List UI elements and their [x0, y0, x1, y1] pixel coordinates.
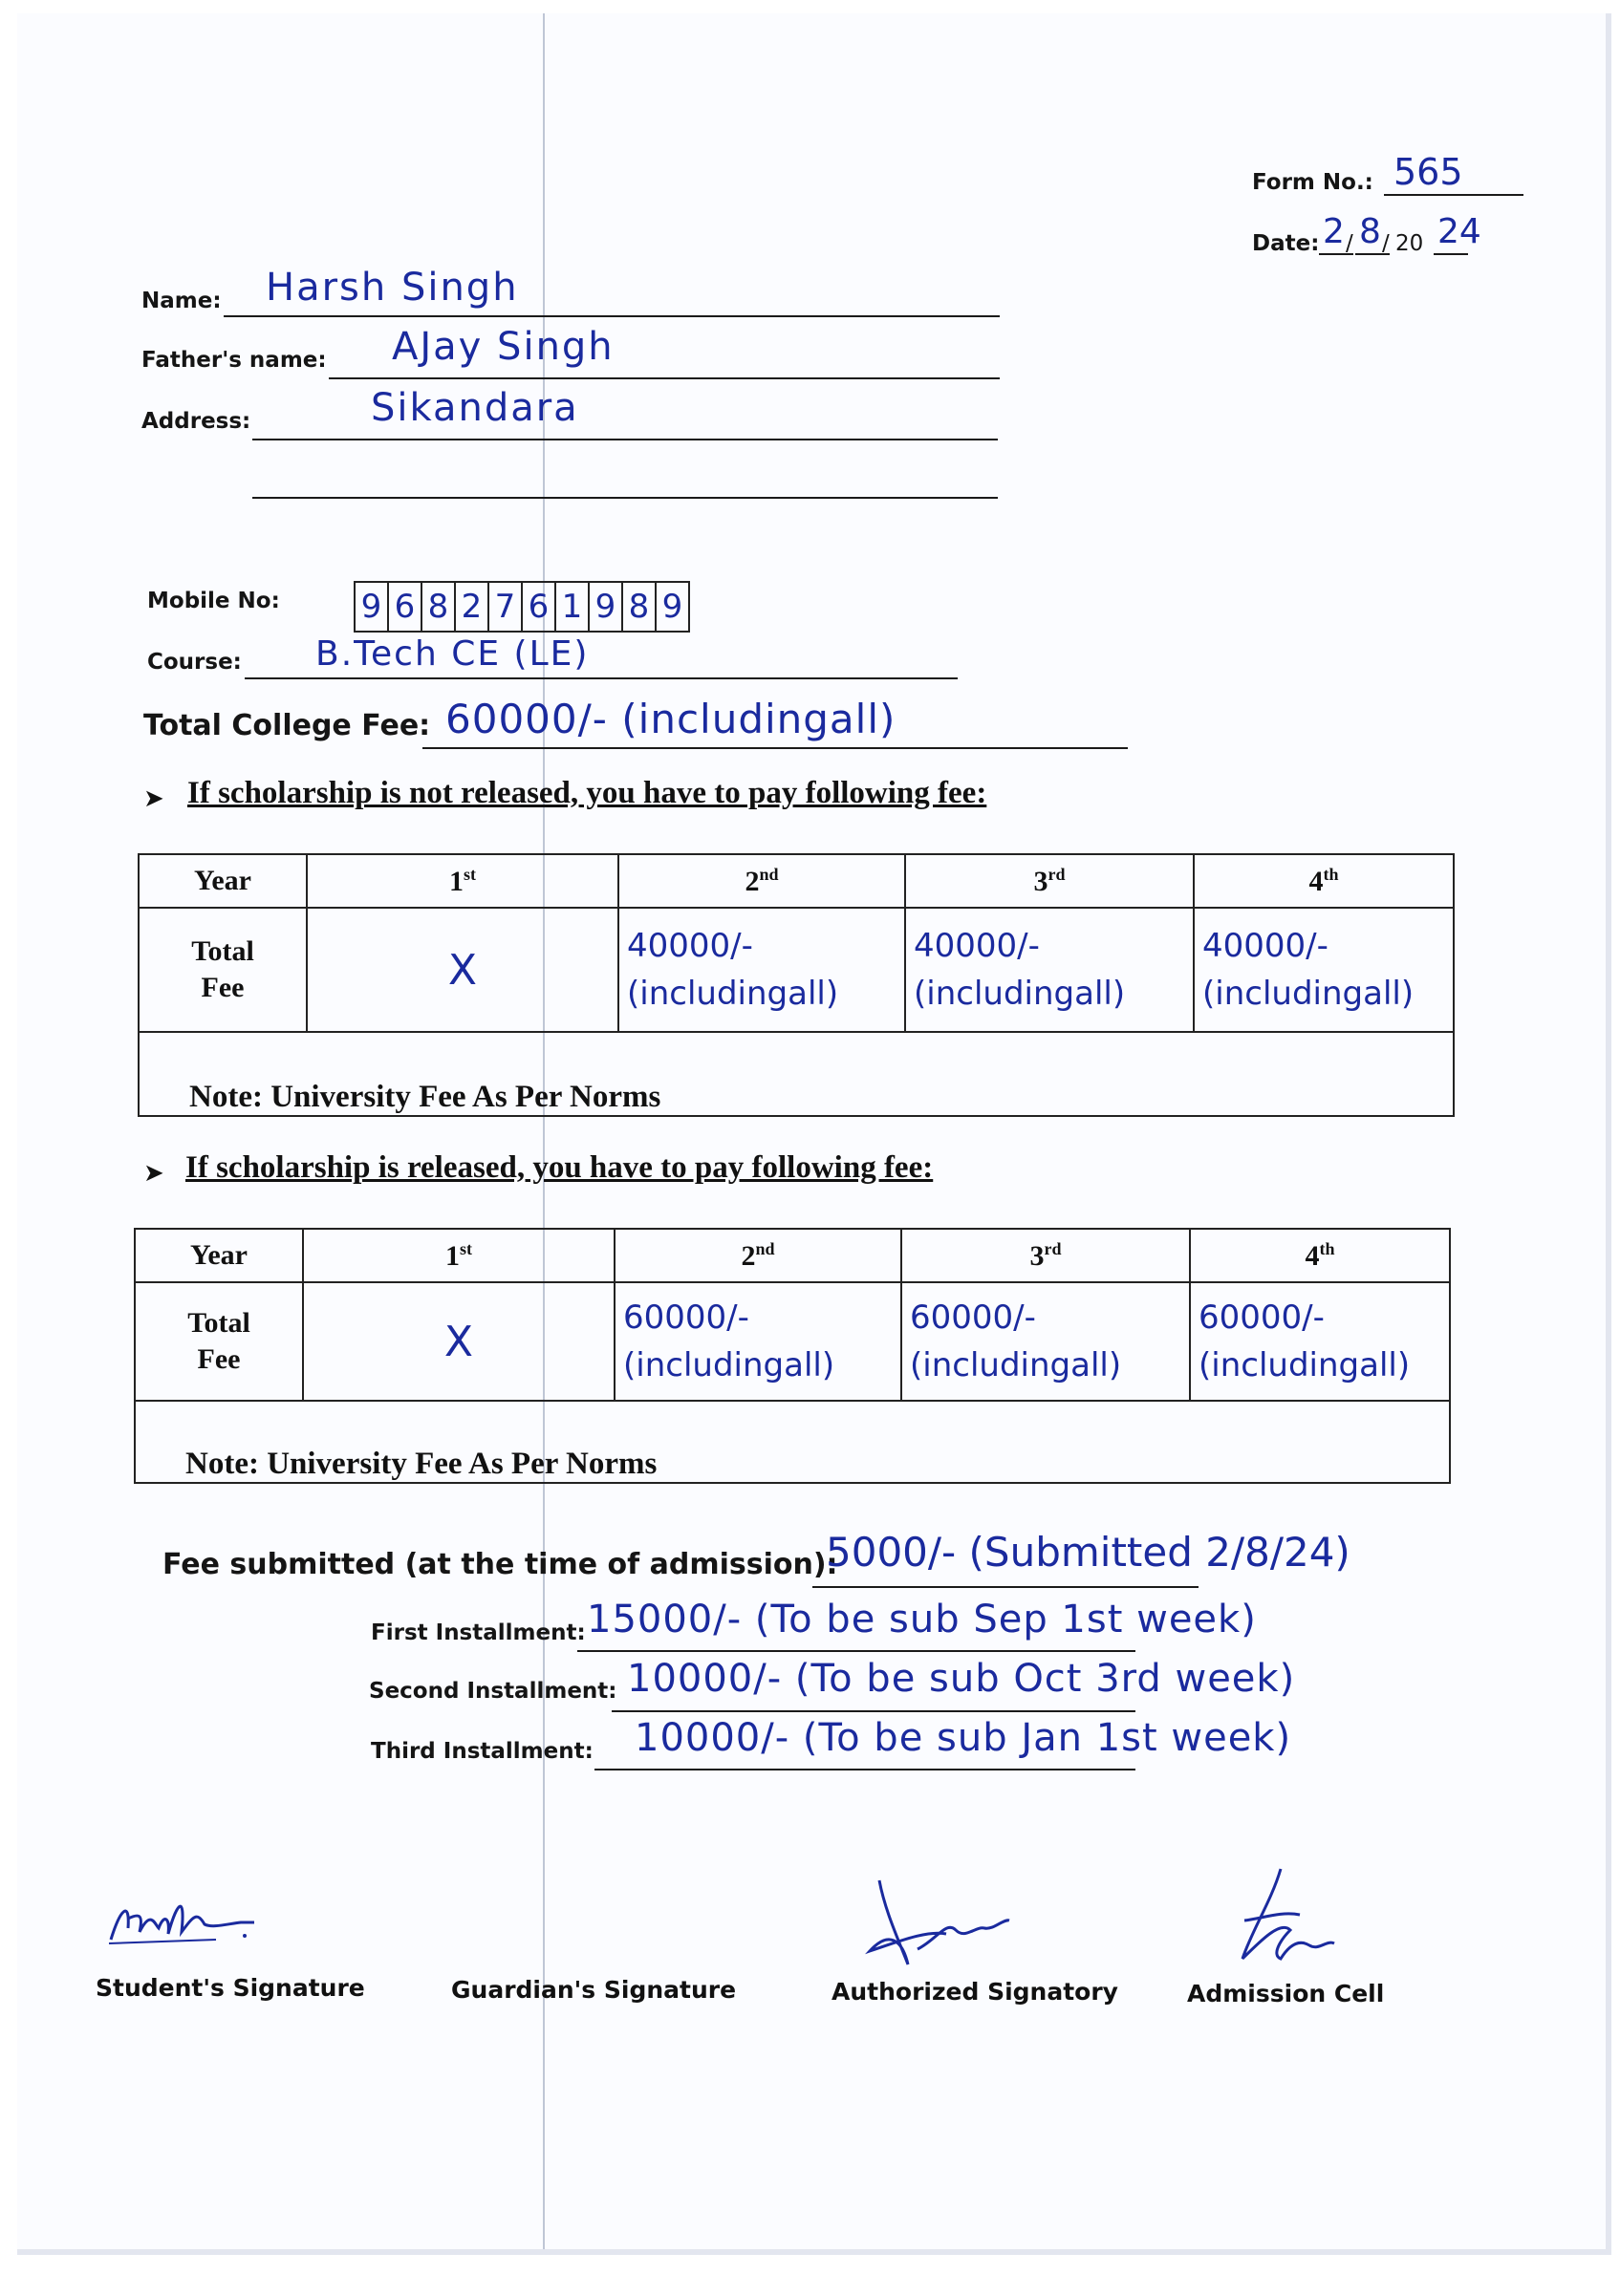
father-name-label: Father's name: — [141, 348, 327, 373]
student-signature-label: Student's Signature — [96, 1974, 365, 2002]
total-fee-row-label: Total Fee — [139, 908, 307, 1032]
bullet-arrow-icon: ➤ — [143, 1158, 164, 1187]
year-2-fee: 40000/- (includingall) — [618, 908, 905, 1032]
mobile-digit: 6 — [523, 583, 556, 631]
fee-table-released — [134, 1228, 1451, 1484]
name-label: Name: — [141, 289, 222, 313]
section1-heading: If scholarship is not released, you have to pay following fee: — [187, 776, 987, 810]
year-2-header: 2nd — [615, 1229, 901, 1282]
mobile-label: Mobile No: — [147, 589, 280, 613]
year-header: Year — [139, 854, 307, 908]
total-college-fee-value: 60000/- (includingall) — [445, 696, 896, 742]
date-separator-2: / — [1382, 231, 1390, 256]
total-fee-row-label: Total Fee — [135, 1282, 303, 1401]
mobile-digit: 2 — [456, 583, 489, 631]
second-installment-line — [612, 1710, 1135, 1712]
fee-submitted-value: 5000/- (Submitted 2/8/24) — [826, 1529, 1350, 1576]
course-line — [245, 677, 958, 679]
date-separator-1: / — [1346, 231, 1353, 256]
authorized-signature-scribble — [860, 1873, 1023, 1978]
course-value: B.Tech CE (LE) — [315, 634, 590, 674]
second-installment-value: 10000/- (To be sub Oct 3rd week) — [627, 1657, 1296, 1701]
form-no-value: 565 — [1393, 151, 1463, 193]
year-1-header: 1st — [307, 854, 618, 908]
year-3-header: 3rd — [901, 1229, 1190, 1282]
second-installment-label: Second Installment: — [369, 1679, 617, 1704]
mobile-digit: 1 — [556, 583, 590, 631]
mobile-number-boxes — [354, 581, 690, 633]
mobile-digit: 9 — [590, 583, 623, 631]
date-day: 2 — [1323, 212, 1345, 251]
form-no-line — [1384, 194, 1523, 196]
fee-submitted-line — [812, 1586, 1199, 1588]
year-3-fee: 60000/- (includingall) — [901, 1282, 1190, 1401]
year-4-fee: 40000/- (includingall) — [1194, 908, 1454, 1032]
university-fee-note: Note: University Fee As Per Norms — [139, 1032, 1454, 1116]
fee-submitted-label: Fee submitted (at the time of admission): — [162, 1548, 838, 1581]
date-month: 8 — [1359, 212, 1381, 251]
admission-cell-label: Admission Cell — [1187, 1980, 1385, 2007]
year-header: Year — [135, 1229, 303, 1282]
course-label: Course: — [147, 650, 242, 675]
student-signature-scribble — [101, 1890, 273, 1951]
year-2-header: 2nd — [618, 854, 905, 908]
father-name-value: AJay Singh — [392, 325, 615, 369]
year-1-header: 1st — [303, 1229, 615, 1282]
third-installment-line — [594, 1769, 1135, 1770]
form-no-label: Form No.: — [1252, 170, 1373, 195]
mobile-digit: 7 — [489, 583, 523, 631]
third-installment-value: 10000/- (To be sub Jan 1st week) — [635, 1716, 1292, 1760]
total-college-fee-label: Total College Fee: — [143, 709, 431, 742]
mobile-digit: 9 — [661, 588, 683, 626]
guardian-signature-label: Guardian's Signature — [451, 1976, 737, 2004]
address-value: Sikandara — [371, 386, 579, 430]
first-installment-value: 15000/- (To be sub Sep 1st week) — [587, 1598, 1257, 1642]
year-2-fee: 60000/- (includingall) — [615, 1282, 901, 1401]
address-line-2 — [252, 497, 998, 499]
university-fee-note: Note: University Fee As Per Norms — [135, 1401, 1450, 1483]
name-line — [224, 315, 1000, 317]
fee-table-not-released — [138, 853, 1455, 1117]
address-label: Address: — [141, 409, 251, 434]
year-4-header: 4th — [1190, 1229, 1450, 1282]
year-3-header: 3rd — [905, 854, 1194, 908]
year-4-header: 4th — [1194, 854, 1454, 908]
date-year-prefix: 20 — [1395, 231, 1424, 256]
first-installment-line — [577, 1650, 1135, 1652]
year-3-fee: 40000/- (includingall) — [905, 908, 1194, 1032]
third-installment-label: Third Installment: — [371, 1739, 594, 1764]
bullet-arrow-icon: ➤ — [143, 783, 164, 812]
mobile-digit: 9 — [356, 583, 389, 631]
date-line-year — [1434, 253, 1468, 255]
mobile-digit: 8 — [623, 583, 657, 631]
name-value: Harsh Singh — [266, 266, 519, 310]
total-college-fee-line — [422, 747, 1128, 749]
date-year-suffix: 24 — [1437, 212, 1481, 251]
mobile-digit: 6 — [389, 583, 422, 631]
admission-cell-signature-scribble — [1223, 1863, 1348, 1978]
address-line-1 — [252, 439, 998, 440]
date-line-day — [1319, 253, 1353, 255]
first-installment-label: First Installment: — [371, 1620, 586, 1645]
date-line-month — [1355, 253, 1390, 255]
section2-heading: If scholarship is released, you have to pay following fee: — [185, 1150, 934, 1185]
mobile-digit: 8 — [422, 583, 456, 631]
date-label: Date: — [1252, 231, 1320, 256]
father-name-line — [329, 377, 1000, 379]
year-1-fee: X — [303, 1282, 615, 1401]
authorized-signatory-label: Authorized Signatory — [832, 1978, 1118, 2006]
year-4-fee: 60000/- (includingall) — [1190, 1282, 1450, 1401]
year-1-fee: X — [307, 908, 618, 1032]
